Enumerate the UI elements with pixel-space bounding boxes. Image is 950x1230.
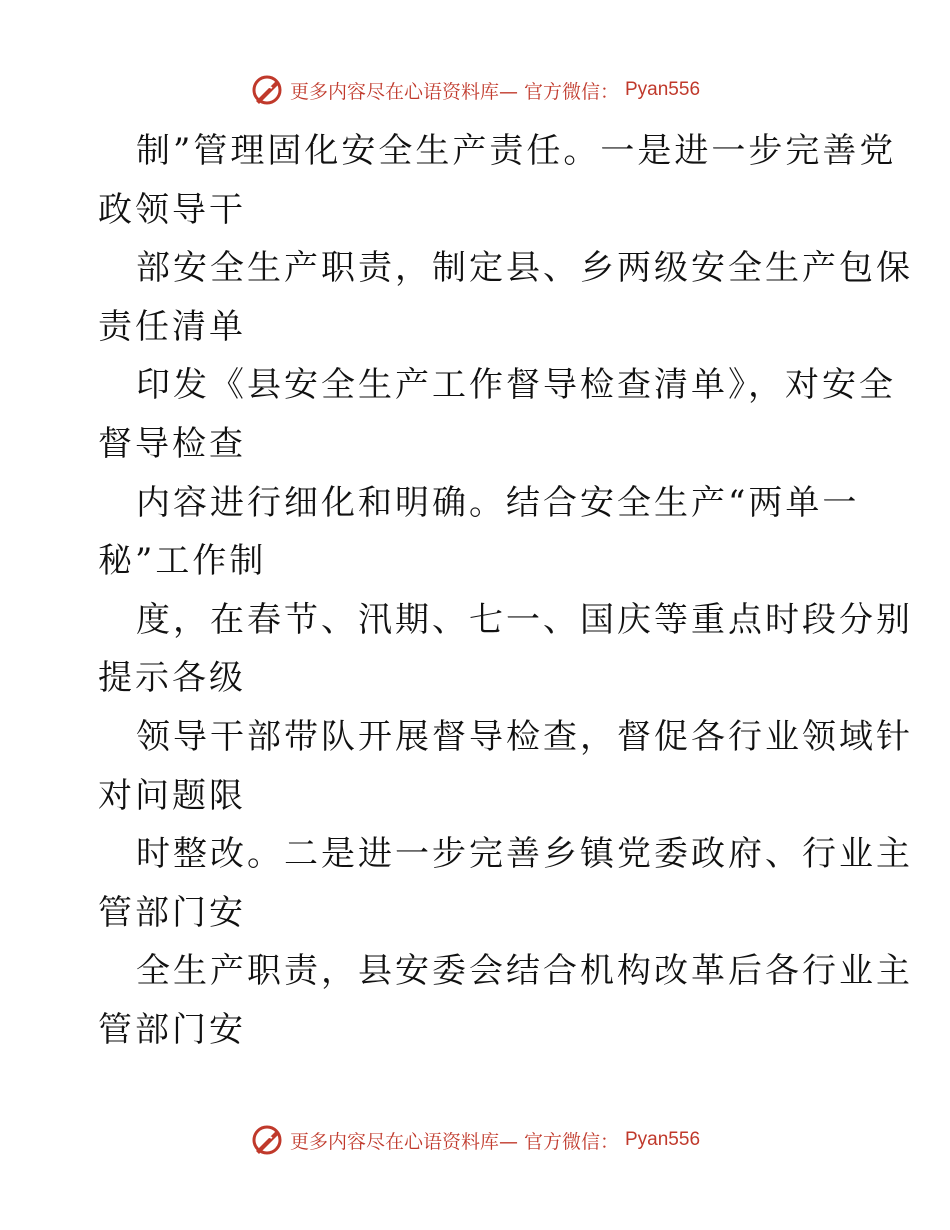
document-body	[98, 122, 913, 1060]
header-wechat-id: Pyan556	[625, 79, 701, 100]
text-line: 责任清单	[98, 306, 246, 347]
text-line: 管部门安	[98, 1009, 246, 1050]
text-line: 全生产职责，县安委会结合机构改革后各行业主	[136, 951, 913, 992]
text-line: 领导干部带队开展督导检查，督促各行业领域针	[136, 716, 913, 757]
text-line: 印发《县安全生产工作督导检查清单》，对安全	[136, 365, 896, 406]
header-text: 更多内容尽在心语资料库—	[289, 80, 518, 103]
header-wechat-label: 官方微信：	[523, 80, 619, 103]
text-line: 对问题限	[98, 775, 246, 816]
text-line: 内容进行细化和明确。结合安全生产“两单一	[136, 482, 860, 523]
footer-banner	[0, 1120, 950, 1160]
footer-wechat-id: Pyan556	[625, 1129, 701, 1150]
text-line: 秘”工作制	[98, 541, 267, 582]
text-line: 督导检查	[98, 423, 246, 464]
text-line: 时整改。二是进一步完善乡镇党委政府、行业主	[136, 834, 913, 875]
pen-logo-icon	[250, 73, 284, 107]
text-line: 度，在春节、汛期、七一、国庆等重点时段分别	[136, 599, 913, 640]
text-line: 政领导干	[98, 189, 246, 230]
footer-wechat-label: 官方微信：	[523, 1130, 619, 1153]
header-banner	[0, 70, 950, 110]
text-line: 部安全生产职责，制定县、乡两级安全生产包保	[136, 248, 913, 289]
pen-logo-icon	[250, 1123, 284, 1157]
text-line: 提示各级	[98, 658, 246, 699]
text-line: 管部门安	[98, 892, 246, 933]
text-line: 制”管理固化安全生产责任。一是进一步完善党	[136, 131, 897, 171]
footer-text: 更多内容尽在心语资料库—	[289, 1130, 518, 1153]
